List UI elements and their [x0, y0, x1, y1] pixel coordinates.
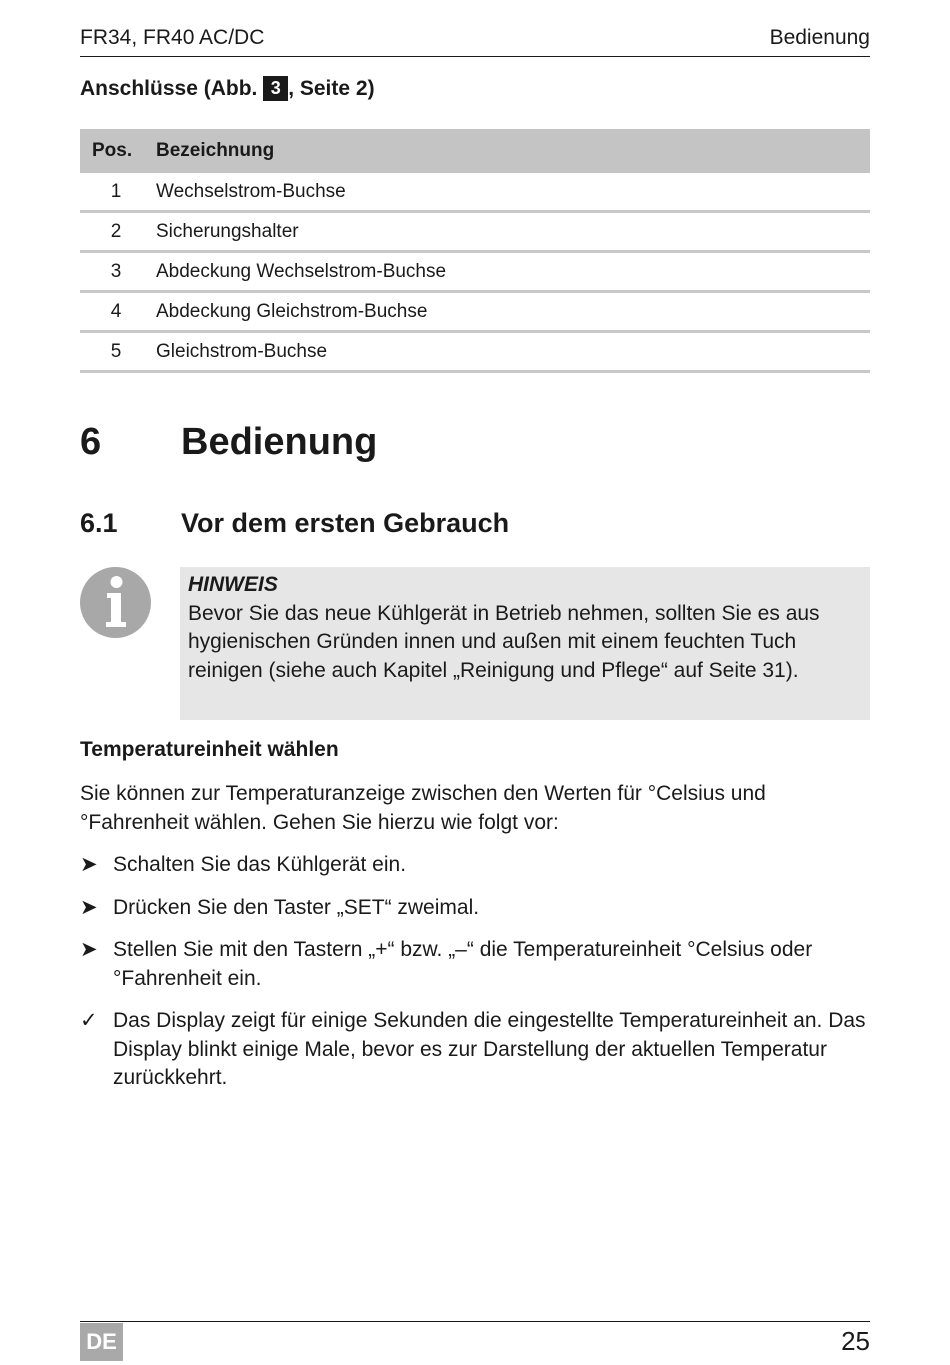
- chapter-heading: [80, 421, 377, 464]
- row-label: Wechselstrom-Buchse: [156, 180, 346, 202]
- header-product: FR34, FR40 AC/DC: [80, 26, 265, 49]
- connections-title-suffix: , Seite 2): [288, 77, 375, 100]
- temperature-heading: Temperatureinheit wählen: [80, 738, 339, 761]
- chapter-title: Bedienung: [181, 421, 378, 463]
- row-pos: 3: [110, 260, 122, 282]
- info-icon: [80, 567, 151, 638]
- connections-title-text: Anschlüsse (Abb.: [80, 77, 264, 100]
- row-label: Sicherungshalter: [156, 220, 299, 242]
- language-badge: DE: [80, 1323, 123, 1361]
- page-header: [80, 26, 870, 57]
- result-item: [80, 1007, 870, 1093]
- table-row: [80, 213, 870, 253]
- row-label: Abdeckung Wechselstrom-Buchse: [156, 260, 447, 282]
- result-text: Das Display zeigt für einige Sekunden die eingestellte Temperatureinheit an. Das Display blinkt einige Male, bevor es zur Darstellung der aktuellen Temperatur zurückkehrt.: [113, 1009, 866, 1089]
- temperature-intro: Sie können zur Temperaturanzeige zwischen den Werten für °Celsius und °Fahrenheit wählen. Gehen Sie hierzu wie folgt vor:: [80, 782, 766, 834]
- step-item: [80, 936, 870, 993]
- step-item: [80, 894, 870, 923]
- arrow-icon: ➤: [80, 896, 98, 919]
- arrow-icon: ➤: [80, 938, 98, 961]
- chapter-number: 6: [80, 421, 102, 463]
- connections-title: [80, 76, 375, 101]
- note-text: Bevor Sie das neue Kühlgerät in Betrieb nehmen, sollten Sie es aus hygienischen Gründen innen und außen mit einem feuchten Tuch reinigen (siehe auch Kapitel „Reinigung und Pflege“ auf Seite 31).: [188, 601, 820, 682]
- step-text: Stellen Sie mit den Tastern „+“ bzw. „–“ die Temperatureinheit °Celsius oder °Fahrenheit ein.: [113, 938, 813, 990]
- page-footer: [80, 1321, 870, 1361]
- col-pos: Pos.: [92, 140, 133, 161]
- table-row: [80, 173, 870, 213]
- row-label: Gleichstrom-Buchse: [156, 340, 328, 362]
- step-text: Drücken Sie den Taster „SET“ zweimal.: [113, 896, 480, 919]
- table-row: [80, 293, 870, 333]
- col-label: Bezeichnung: [156, 140, 275, 161]
- connections-table: [80, 129, 870, 373]
- row-pos: 4: [110, 300, 122, 322]
- table-header: [80, 129, 870, 173]
- page-number: 25: [841, 1326, 870, 1356]
- section-heading: [80, 508, 509, 539]
- arrow-icon: ➤: [80, 853, 98, 876]
- figure-ref-badge: 3: [263, 76, 288, 101]
- row-label: Abdeckung Gleichstrom-Buchse: [156, 300, 428, 322]
- step-text: Schalten Sie das Kühlgerät ein.: [113, 853, 407, 876]
- header-chapter: Bedienung: [769, 26, 870, 49]
- section-number: 6.1: [80, 508, 118, 538]
- section-title: Vor dem ersten Gebrauch: [181, 508, 510, 538]
- table-row: [80, 333, 870, 373]
- note-box: [180, 567, 870, 720]
- row-pos: 2: [110, 220, 122, 242]
- note-title: HINWEIS: [188, 573, 278, 596]
- table-row: [80, 253, 870, 293]
- step-item: [80, 851, 870, 880]
- check-icon: ✓: [80, 1009, 98, 1032]
- row-pos: 1: [110, 180, 122, 202]
- row-pos: 5: [110, 340, 122, 362]
